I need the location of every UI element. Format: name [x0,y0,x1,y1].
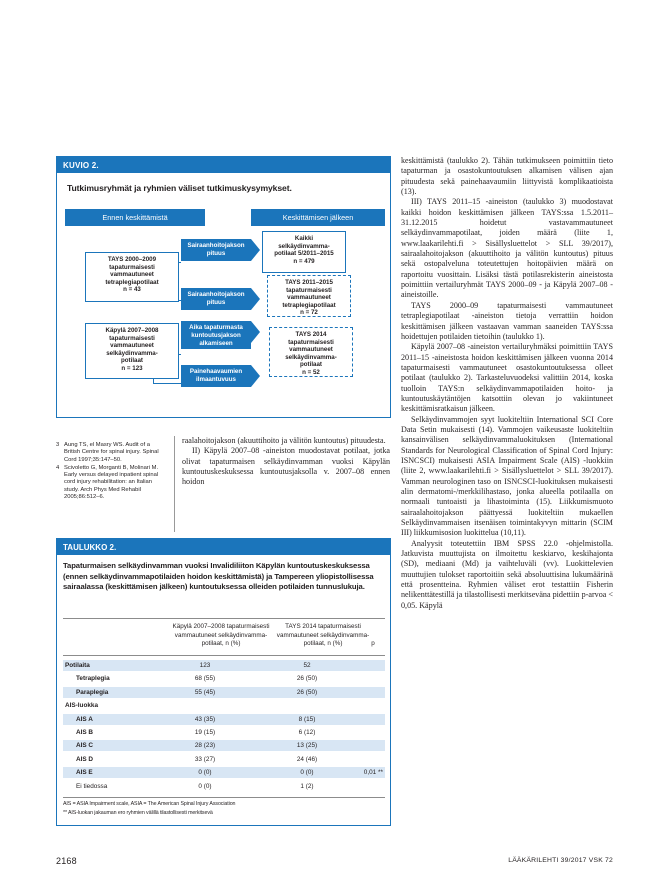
table-title: Tapaturmaisen selkäydinvamman vuoksi Invalidiliiton Käpylän kuntoutuskeskuksessa (ennen selkäydinvammapotilaiden hoidon keskittämistä) ja Tampereen yliopistollisessa sairaalassa (keskittämisen jälkeen) kuntoutuksessa olleiden potilaiden tunnuslukuja. [63,561,374,592]
body-text-right-column [401,156,613,611]
paragraph: keskittämistä (taulukko 2). Tähän tutkimukseen poimittiin tieto tapaturman ja osastokuntoutuksen alkamisen välisen ajan pituudesta sekä painehaavaumiin liittyvistä komplikaatioista (13). [401,156,613,197]
cell-kaypla: 68 (55) [194,675,216,683]
column-divider [174,436,175,532]
paragraph: Analyysit toteutettiin IBM SPSS 22.0 -ohjelmistolla. Jatkuvista muuttujista on ilmoitettu keskiarvo, keskihajonta (SD), mediaani (Md) ja vaihteluväli (vv). Luokittelevien muuttujien tulokset raportoitiin sekä absoluuttisina lukumäärinä että prosentteina. Ryhmien väliset erot testattiin Fisherin nelikenttätestillä ja tilastollisesti merkitseväna pidettiin p-arvoa < 0,05. Käpylä [401,538,613,610]
cell-kaypla: 0 (0) [198,782,212,790]
table-footnote-1: AIS = ASIA Impairment scale, ASIA = The American Spinal Injury Association [63,801,236,807]
paragraph: III) TAYS 2011–15 -aineiston (taulukko 3) muodostavat kaikki hoidon keskittämisen jälkeen TAYS:ssa 1.5.2011–31.12.2015 hoidetut vastavammautuneet selkäydinvammapotilaat, joiden määrä (liite 1, www.laakarilehti.fi > Sisällysluettelot > SLL 39/2017), sairaalahoitojakson (akuuttihoito ja välitön kuntoutus) pituus sekä ostopalveluna toteutettujen hoitopäivien määrä on raportoitu vuosittain. Lisäksi tästä potilasrekisterin aineistosta poimittiin vertailuryhmät TAYS 2000–09 - ja Käpylä 2007–08 -aineistoille. [401,197,613,300]
arrow-painehaavaumien-ilmaantuvuus: Painehaavaumien ilmaantuvuus [181,365,251,387]
cell-tays: 6 (12) [298,729,316,736]
cell-kaypla: 55 (45) [194,688,216,696]
cell-kaypla: 123 [199,662,211,669]
body-text-middle-column [182,436,390,488]
row-label: AIS E [76,769,93,777]
table-row [63,700,385,711]
box-tays-2011-2015: TAYS 2011–2015 tapaturmaisesti vammautuneet tetraplegiapotilaat n = 72 [267,275,351,317]
table-rule-header [63,655,385,656]
table-row [63,754,385,765]
column-header-kaypla: Käpylä 2007–2008 tapaturmaisesti vammautuneet selkäydinvamma- potilaat, n (%) [172,623,270,647]
connector-line [153,383,181,384]
cell-kaypla: 43 (35) [194,715,216,723]
row-label: AIS A [76,715,93,723]
cell-tays: 1 (2) [300,782,314,790]
arrow-sairaanhoitojakson-pituus-1: Sairaanhoitojakson pituus [181,239,251,261]
figure-label: KUVIO 2. [57,157,390,173]
cell-tays: 26 (50) [296,675,318,683]
table-rule-top [63,618,385,619]
paragraph: TAYS 2000–09 tapaturmaisesti vammautuneet tetraplegiapotilaat -aineiston tietoja verrattiin hoidon keskittämisen jälkeen vastaavan vamman saaneiden TAYS:ssa hoidettujen potilaiden tietoihin (taulukko 1). [401,300,613,341]
row-label: AIS D [76,755,94,763]
paragraph: Selkäydinvammojen syyt luokiteltiin International SCI Core Data Setin mukaisesti (14). Vammojen vaikeusaste luokiteltiin kansainvälisen selkäydinvammaluokituksen (International Standards for Neurological Classification of Spinal Cord Injury: ISNCSCI) mukaisesti ASIA Impairment Scale (AIS) -luokkiin (liite 2, www.laakarilehti.fi > Sisällysluettelot > SLL 39/2017). Vamman neurologinen taso on ISNCSCI-luokituksen mukaisesti alin dermatomi-/merkkilihastaso, jonka alueella potilaalla on normaali tuntoaisti ja lihastoiminta (15). Liikkumismuoto sairaalahoitojakson päättyessä luokiteltiin mukaellen Selkäydinvammaisen itsenäisen toimintakyvyn mittarin (SCIM III) liikkumisosion luokittelua (10,11). [401,414,613,538]
table-row [63,781,385,792]
cell-kaypla: 33 (27) [194,755,216,763]
table-row [63,714,385,725]
cell-kaypla: 0 (0) [198,769,212,777]
column-header-tays: TAYS 2014 tapaturmaisesti vammautuneet selkäydinvamma- potilaat, n (%) [276,623,370,647]
cell-tays: 0 (0) [300,769,314,777]
row-label: AIS-luokka [65,702,99,710]
cell-tays: 24 (46) [296,755,318,763]
table-label: TAULUKKO 2. [57,539,390,555]
box-kaikki-potilaat: Kaikki selkäydinvamma- potilaat 5/2011–2015 n = 479 [262,231,346,273]
box-tays-2014: TAYS 2014 tapaturmaisesti vammautuneet selkäydinvamma- potilaat n = 52 [269,327,353,377]
table-taulukko-2 [56,538,391,826]
cell-tays: 26 (50) [296,688,318,696]
header-before: Ennen keskittämistä [65,209,205,226]
reference-number: 3 [56,442,60,448]
table-row [63,660,385,671]
paragraph: II) Käpylä 2007–08 -aineiston muodostavat potilaat, jotka olivat tapaturmaisen selkäydinvamman vuoksi Käpylän kuntoutuskeskuksessa kuntoutusjaksolla v. 2007–08 ennen hoidon [182,446,390,487]
paragraph: raalahoitojakson (akuuttihoito ja välitön kuntoutus) pituudesta. [182,436,386,445]
table-row [63,687,385,698]
journal-footer: LÄÄKÄRILEHTI 39/2017 VSK 72 [508,857,613,864]
table-row [63,673,385,684]
paragraph: Käpylä 2007–08 -aineiston vertailuryhmäksi poimittiin TAYS 2011–15 -aineistosta hoidon keskittämisen jälkeen vuonna 2014 tapaturmaisesti vammautuneet osastokuntoutuksessa olleet potilaat (taulukko 2). Tarkasteluvuodeksi valittiin 2014, koska tuolloin TAYS:n selkäydinvammapotilaiden hoito- ja kuntoutuskäytäntöjen katsottiin olevan jo vakiintuneet keskittämisratkaisun jälkeen. [401,342,613,414]
cell-tays: 13 (25) [296,742,318,750]
reference-list [56,442,166,502]
cell-p: 0,01 ** [363,769,383,777]
table-footnote-2: ** AIS-luokan jakauman ero ryhmien välillä tilastollisesti merkitsevä [63,810,213,816]
cell-tays: 8 (15) [298,715,316,723]
reference-text: Scivoletto G, Morganti B, Molinari M. Early versus delayed inpatient spinal cord injury rehabilitation: an Italian study. Arch Phys Med Rehabil 2005;86:512–6. [64,464,159,501]
row-label: AIS B [76,729,94,736]
cell-kaypla: 19 (15) [194,729,216,736]
row-label: Paraplegia [76,688,109,696]
cell-kaypla: 28 (23) [194,742,216,750]
table-rule-bottom [63,797,385,798]
table-row [63,767,385,778]
row-label: Tetraplegia [76,675,110,683]
row-label: Ei tiedossa [76,782,108,790]
reference-item [56,442,166,464]
arrow-aika-tapaturmasta: Aika tapaturmasta kuntoutusjakson alkamiseen [181,321,251,349]
page-number: 2168 [56,856,77,866]
column-header-p: p [371,640,375,647]
reference-number: 4 [56,464,60,471]
figure-title: Tutkimusryhmät ja ryhmien väliset tutkimuskysymykset. [67,183,292,193]
row-label: AIS C [76,742,94,750]
table-row [63,727,385,738]
header-after: Keskittämisen jälkeen [251,209,385,226]
box-tays-2000-2009: TAYS 2000–2009 tapaturmaisesti vammautuneet tetraplegiapotilaat n = 43 [85,252,179,302]
box-kaypla-2007-2008: Käpylä 2007–2008 tapaturmaisesti vammautuneet selkäydinvamma- potilaat n = 123 [85,323,179,379]
table-row [63,740,385,751]
arrow-sairaanhoitojakson-pituus-2: Sairaanhoitojakson pituus [181,288,251,310]
row-label: Potilaita [65,662,90,669]
figure-kuvio-2 [56,156,391,418]
cell-tays: 52 [303,662,311,669]
reference-item [56,465,166,501]
reference-text: Aung TS, el Masry WS. Audit of a British Centre for spinal injury. Spinal Cord 1997;35:147–50. [64,442,159,463]
